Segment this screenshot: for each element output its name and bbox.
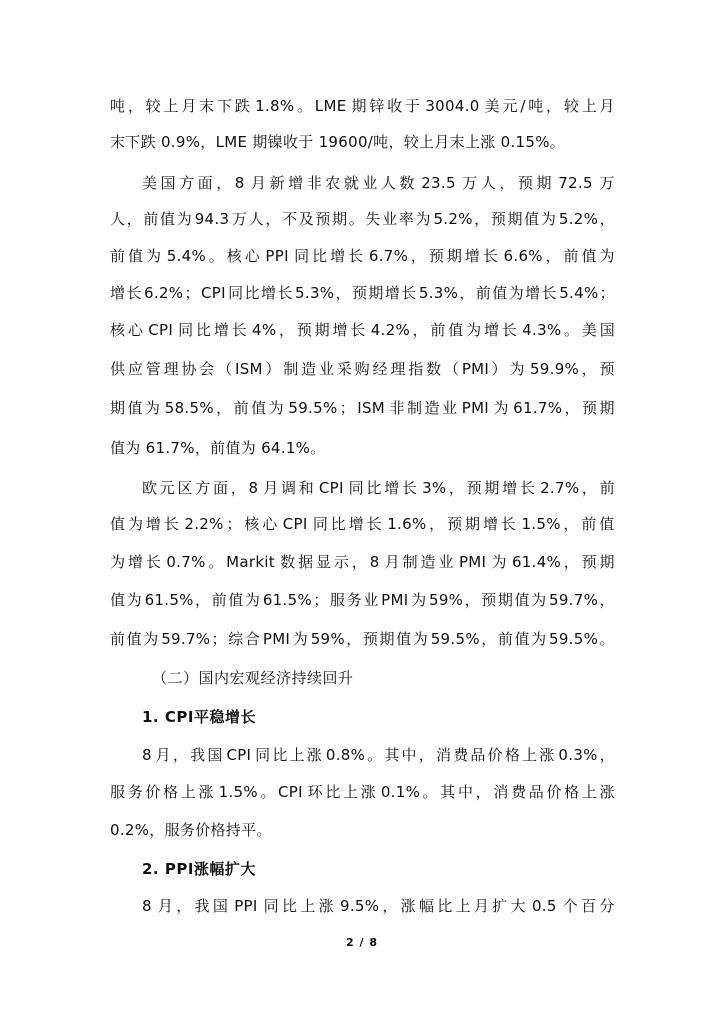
subsection-heading: 2. PPI涨幅扩大 [142,860,256,878]
paragraph-line [110,627,615,651]
paragraph-line [110,207,615,231]
line-text: 8 月 ， 我 国 CPI 同 比 上 涨 0.8% 。 其 中 ， 消 费 品 价 格 上 涨 0.3% ， [142,746,615,764]
line-text: 美 国 方 面 ， 8 月 新 增 非 农 就 业 人 数 23.5 万 人 ， 预 期 72.5 万 [142,174,615,192]
paragraph-line [142,171,615,195]
paragraph-line [110,512,615,536]
page-number: 2 / 8 [346,936,378,949]
line-text: 值为 61.7%，前值为 64.1%。 [110,439,326,457]
line-text: 增 长 6.2% ； CPI 同 比 增 长 5.3% ， 预 期 增 长 5.3% ， 前 值 为 增 长 5.4% ； [110,284,615,302]
line-text: 前 值 为 59.7% ； 综 合 PMI 为 59% ， 预 期 值 为 59.5% ， 前 值 为 59.5% 。 [110,630,615,648]
paragraph-line [110,318,615,342]
paragraph-line [110,436,615,460]
paragraph-line [110,780,615,804]
paragraph-line [142,476,615,500]
paragraph-line [110,94,615,118]
paragraph-line [110,588,615,612]
paragraph-line [110,357,615,381]
line-text: 吨 ， 较 上 月 末 下 跌 1.8% 。 LME 期 锌 收 于 3004.0 美 元 / 吨 ， 较 上 月 [110,97,615,115]
line-text: 0.2%，服务价格持平。 [110,821,272,839]
line-text: 前 值 为 5.4% 。 核 心 PPI 同 比 增 长 6.7% ， 预 期 增 长 6.6% ， 前 值 为 [110,247,615,265]
paragraph-line [110,550,615,574]
line-text: 人 ， 前 值 为 94.3 万 人 ， 不 及 预 期 。 失 业 率 为 5.2% ， 预 期 值 为 5.2% ， [110,210,615,228]
section-heading: （二）国内宏观经济持续回升 [152,669,354,687]
line-text: 8 月 ， 我 国 PPI 同 比 上 涨 9.5% ， 涨 幅 比 上 月 扩 大 0.5 个 百 分 [142,897,615,915]
paragraph-line [142,743,615,767]
subsection-heading: 1. CPI平稳增长 [142,708,256,726]
line-text: 核 心 CPI 同 比 增 长 4% ， 预 期 增 长 4.2% ， 前 值 为 增 长 4.3% 。 美 国 [110,321,615,339]
line-text: 期 值 为 58.5% ， 前 值 为 59.5% ； ISM 非 制 造 业 PMI 为 61.7% ， 预 期 [110,399,615,417]
paragraph-line [110,244,615,268]
paragraph-line [142,894,615,918]
line-text: 服 务 价 格 上 涨 1.5% 。 CPI 环 比 上 涨 0.1% 。 其 中 ， 消 费 品 价 格 上 涨 [110,783,615,801]
line-text: 值 为 增 长 2.2% ； 核 心 CPI 同 比 增 长 1.6% ， 预 期 增 长 1.5% ， 前 值 [110,515,615,533]
line-text: 供 应 管 理 协 会 （ ISM ） 制 造 业 采 购 经 理 指 数 （ PMI ） 为 59.9% ， 预 [110,360,615,378]
line-text: 末下跌 0.9%，LME 期镍收于 19600/吨，较上月末上涨 0.15%。 [110,133,566,151]
line-text: 为 增 长 0.7% 。 Markit 数 据 显 示 ， 8 月 制 造 业 PMI 为 61.4% ， 预 期 [110,553,615,571]
paragraph-line [110,281,615,305]
paragraph-line [110,130,615,154]
line-text: 欧 元 区 方 面 ， 8 月 调 和 CPI 同 比 增 长 3% ， 预 期 增 长 2.7% ， 前 [142,479,615,497]
paragraph-line [110,396,615,420]
line-text: 值 为 61.5% ， 前 值 为 61.5% ； 服 务 业 PMI 为 59% ， 预 期 值 为 59.7% ， [110,591,615,609]
paragraph-line [110,818,615,842]
